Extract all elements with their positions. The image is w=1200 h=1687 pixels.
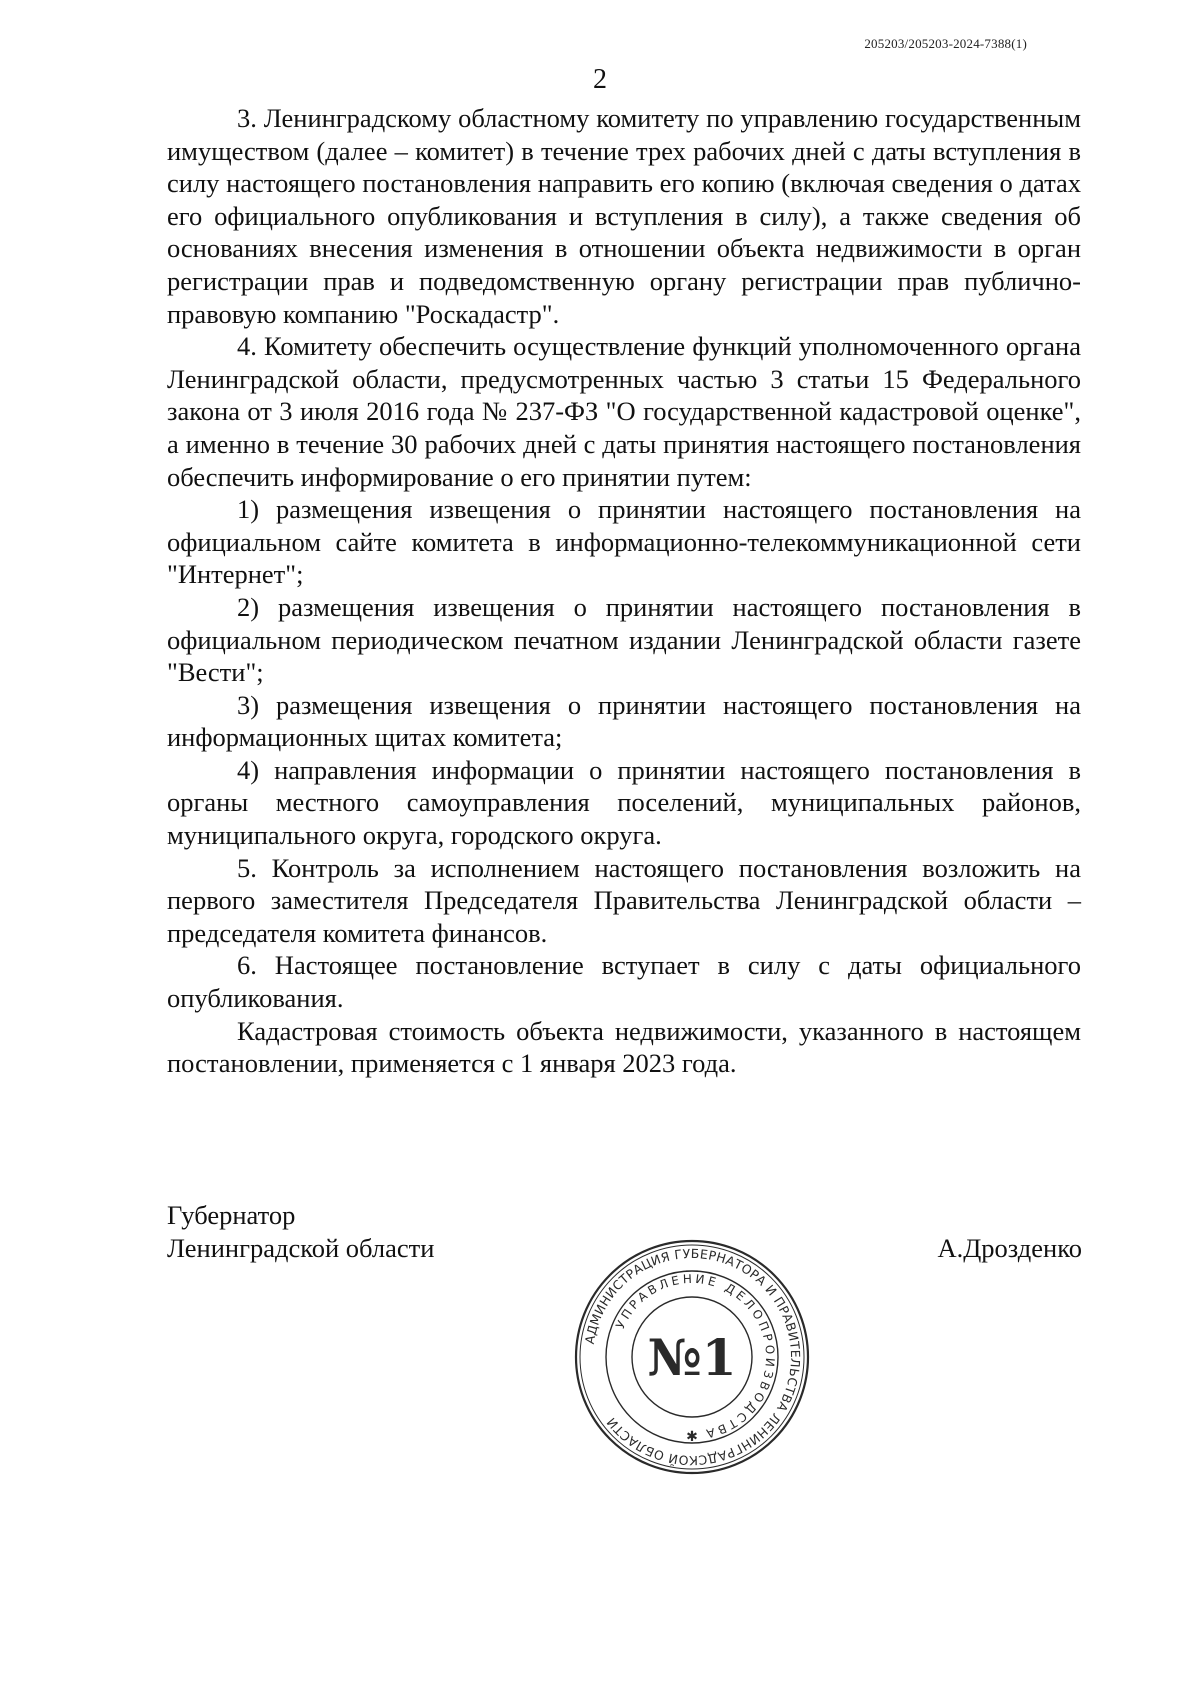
paragraph-effective-date: Кадастровая стоимость объекта недвижимости, указанного в настоящем постановлении, применяется с 1 января 2023 года. bbox=[167, 1015, 1081, 1079]
signatory-title-line-2: Ленинградской области bbox=[167, 1233, 435, 1263]
official-seal-stamp bbox=[572, 1237, 812, 1477]
document-body bbox=[167, 102, 1081, 1080]
seal-center-number: №1 bbox=[647, 1328, 737, 1387]
seal-star-icon: ✱ bbox=[686, 1429, 698, 1445]
subitem-4-4: 4) направления информации о принятии настоящего постановления в органы местного самоуправления поселений, муниципальных районов, муниципального округа, городского округа. bbox=[167, 754, 1081, 851]
paragraph-4: 4. Комитету обеспечить осуществление функций уполномоченного органа Ленинградской области, предусмотренных частью 3 статьи 15 Федерального закона от 3 июля 2016 года № 237-ФЗ "О государственной кадастровой оценке", а именно в течение 30 рабочих дней с даты принятия настоящего постановления обеспечить информирование о его принятии путем: bbox=[167, 331, 1081, 492]
signatory-title-line-1: Губернатор bbox=[167, 1200, 296, 1230]
paragraph-3: 3. Ленинградскому областному комитету по управлению государственным имуществом (далее – комитет) в течение трех рабочих дней с даты вступления в силу настоящего постановления направить его копию (включая сведения о датах его официального опубликования и вступления в силу), а также сведения об основаниях внесения изменения в отношении объекта недвижимости в орган регистрации прав и подведомственную органу регистрации прав публично-правовую компанию "Роскадастр". bbox=[167, 103, 1081, 329]
signatory-name: А.Дрозденко bbox=[937, 1233, 1082, 1263]
subitem-4-1: 1) размещения извещения о принятии настоящего постановления на официальном сайте комитета в информационно-телекоммуникационной сети "Интернет"; bbox=[167, 494, 1081, 590]
seal-inner-text: УПРАВЛЕНИЕ ДЕЛОПРОИЗВОДСТВА bbox=[613, 1271, 778, 1442]
seal-outer-text: АДМИНИСТРАЦИЯ ГУБЕРНАТОРА И ПРАВИТЕЛЬСТВА ЛЕНИНГРАДСКОЙ ОБЛАСТИ bbox=[581, 1245, 804, 1469]
subitem-4-3: 3) размещения извещения о принятии настоящего постановления на информационных щитах комитета; bbox=[167, 689, 1081, 753]
page-number: 2 bbox=[593, 64, 607, 95]
signatory-title bbox=[167, 1199, 434, 1265]
paragraph-6: 6. Настоящее постановление вступает в силу с даты официального опубликования. bbox=[167, 950, 1081, 1014]
subitem-4-2: 2) размещения извещения о принятии настоящего постановления в официальном периодическом печатном издании Ленинградской области газете "Вести"; bbox=[167, 591, 1081, 688]
seal-icon bbox=[572, 1237, 812, 1477]
paragraph-5: 5. Контроль за исполнением настоящего постановления возложить на первого заместителя Председателя Правительства Ленинградской области – председателя комитета финансов. bbox=[167, 852, 1081, 948]
document-registration-number: 205203/205203-2024-7388(1) bbox=[864, 36, 1027, 51]
